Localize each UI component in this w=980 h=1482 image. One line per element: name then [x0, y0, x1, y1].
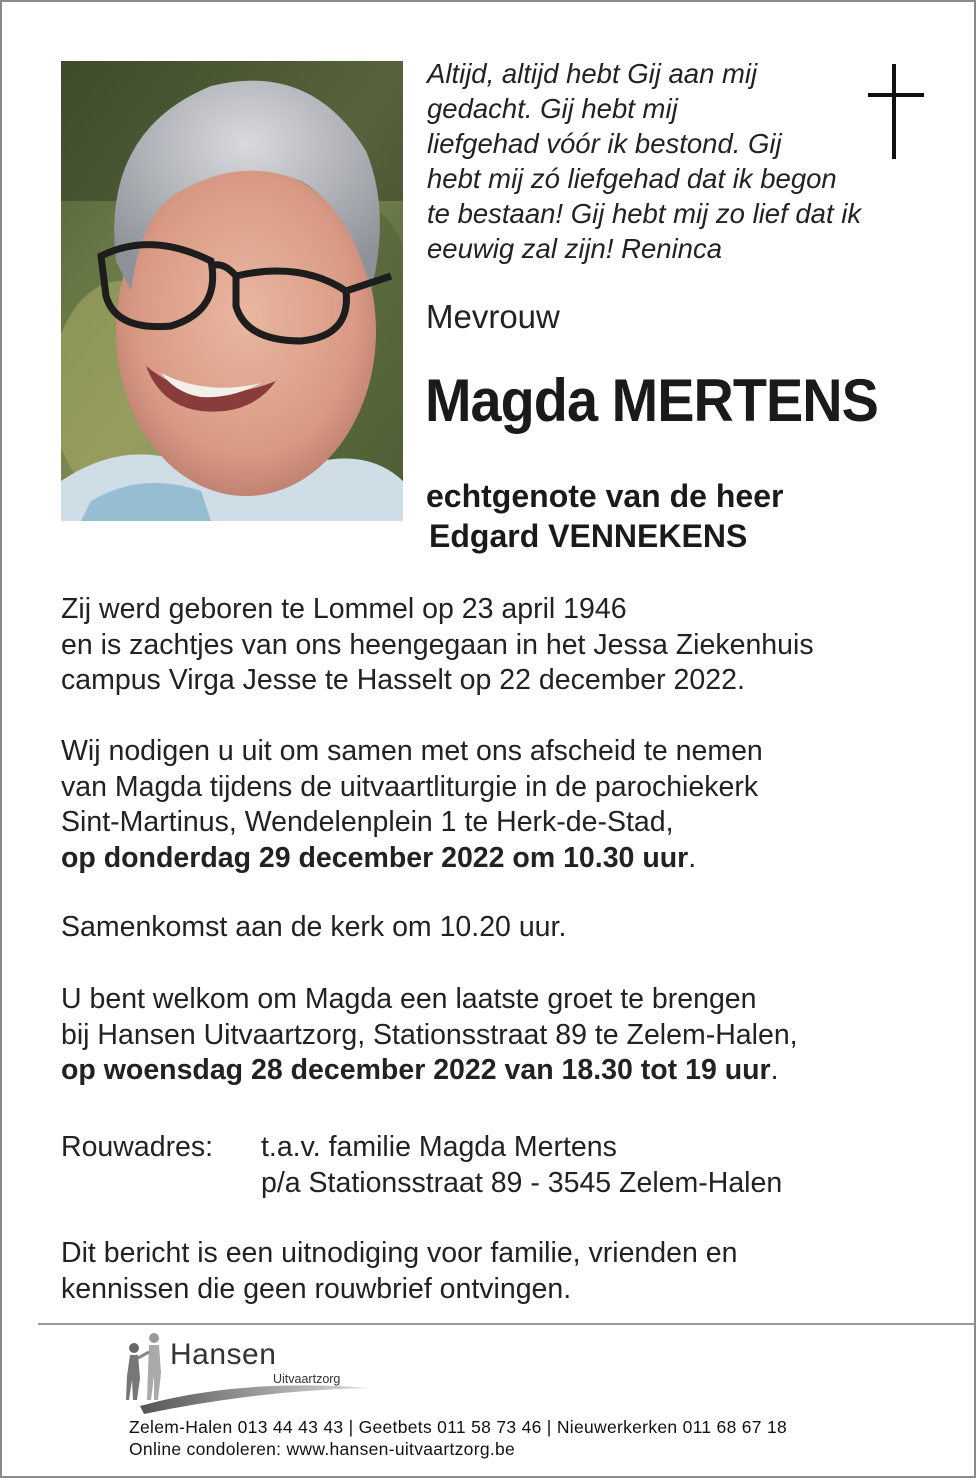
funeral-paragraph	[61, 734, 763, 876]
quote-line: te bestaan! Gij hebt mij zo lief dat ik	[427, 198, 862, 229]
quote-text	[427, 56, 927, 266]
paragraph-line: campus Virga Jesse te Hasselt op 22 december 2022.	[61, 664, 745, 696]
salutation: Mevrouw	[426, 298, 560, 335]
paragraph-line: U bent welkom om Magda een laatste groet te brengen	[61, 983, 757, 1015]
paragraph-line: Wij nodigen u uit om samen met ons afscheid te nemen	[61, 735, 763, 767]
period: .	[770, 1054, 779, 1086]
logo-title: Hansen	[170, 1338, 277, 1371]
portrait-photo	[61, 61, 403, 521]
logo-subtitle: Uitvaartzorg	[273, 1372, 341, 1386]
paragraph-line: kennissen die geen rouwbrief ontvingen.	[61, 1272, 572, 1305]
quote-line: liefgehad vóór ik bestond. Gij	[427, 128, 782, 159]
quote-line: gedacht. Gij hebt mij	[427, 93, 678, 124]
birth-death-paragraph	[61, 592, 814, 699]
funeral-date: op donderdag 29 december 2022 om 10.30 uur	[61, 841, 689, 874]
visitation-date: op woensdag 28 december 2022 van 18.30 tot 19 uur	[61, 1054, 771, 1086]
paragraph-line: Zij werd geboren te Lommel op 23 april 1946	[61, 593, 627, 625]
portrait-illustration	[61, 61, 403, 521]
paragraph-line: bij Hansen Uitvaartzorg, Stationsstraat 89 te Zelem-Halen,	[61, 1018, 798, 1051]
quote-line: hebt mij zó liefgehad dat ik begon	[427, 163, 837, 194]
spouse-info	[426, 476, 783, 556]
paragraph-line: Sint-Martinus, Wendelenplein 1 te Herk-de-Stad,	[61, 806, 674, 838]
period: .	[688, 841, 697, 874]
quote-line: Altijd, altijd hebt Gij aan mij	[427, 58, 758, 89]
quote-line: eeuwig zal zijn! Reninca	[427, 233, 723, 264]
address-line: p/a Stationsstraat 89 - 3545 Zelem-Halen	[261, 1167, 783, 1199]
spouse-name: Edgard VENNEKENS	[429, 518, 748, 554]
visitation-paragraph	[61, 982, 798, 1089]
address-label: Rouwadres:	[61, 1131, 214, 1163]
paragraph-line: en is zachtjes van ons heengegaan in het Jessa Ziekenhuis	[61, 628, 814, 661]
notice-paragraph	[61, 1236, 737, 1307]
cross-icon	[864, 64, 926, 164]
footer	[129, 1416, 787, 1460]
paragraph-line: Dit bericht is een uitnodiging voor familie, vrienden en	[61, 1237, 738, 1269]
deceased-name: Magda MERTENS	[425, 367, 878, 434]
spouse-line: echtgenote van de heer	[426, 478, 784, 514]
address-line: t.a.v. familie Magda Mertens	[261, 1131, 617, 1163]
divider	[38, 1323, 975, 1325]
footer-phones: Zelem-Halen 013 44 43 43 | Geetbets 011 58 73 46 | Nieuwerkerken 011 68 67 18	[129, 1417, 788, 1437]
gathering-paragraph	[61, 910, 566, 946]
funeral-date-line	[61, 841, 763, 877]
visitation-date-line	[61, 1053, 798, 1089]
footer-condolence-link[interactable]: Online condoleren: www.hansen-uitvaartzorg.be	[129, 1439, 516, 1459]
paragraph-line: van Magda tijdens de uitvaartliturgie in de parochiekerk	[61, 770, 759, 803]
paragraph-line: Samenkomst aan de kerk om 10.20 uur.	[61, 911, 567, 943]
